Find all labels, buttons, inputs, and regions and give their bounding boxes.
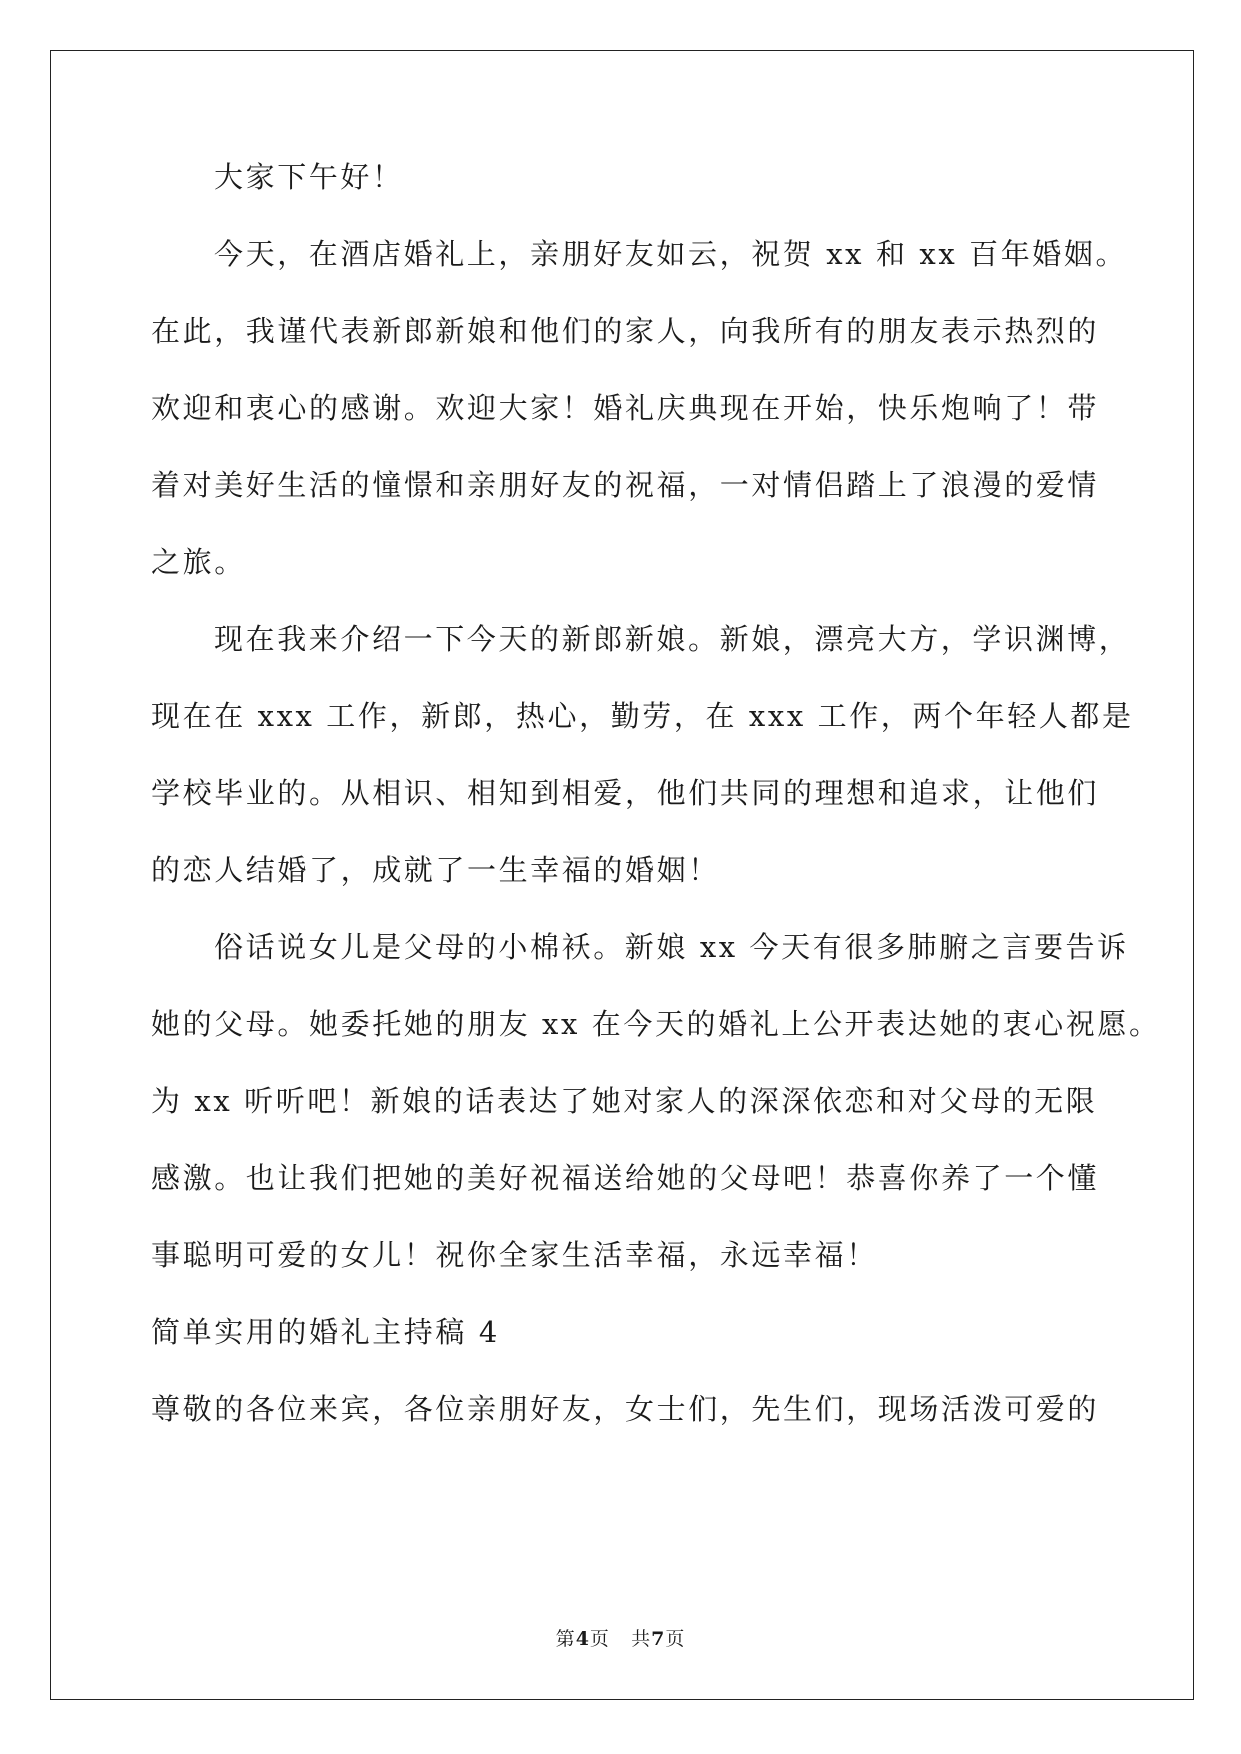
paragraph-line: 现在我来介绍一下今天的新郎新娘。新娘，漂亮大方，学识渊博， <box>214 622 1131 656</box>
paragraph-line: 欢迎和衷心的感谢。欢迎大家！婚礼庆典现在开始，快乐炮响了！带 <box>151 391 1100 425</box>
paragraph-line: 尊敬的各位来宾，各位亲朋好友，女士们，先生们，现场活泼可爱的 <box>151 1392 1100 1426</box>
section-heading: 简单实用的婚礼主持稿 4 <box>151 1315 500 1349</box>
paragraph-line: 她的父母。她委托她的朋友 xx 在今天的婚礼上公开表达她的衷心祝愿。 <box>151 1007 1161 1041</box>
page-prefix: 第 <box>555 1628 576 1650</box>
paragraph-line: 之旅。 <box>151 545 246 579</box>
paragraph-line: 感激。也让我们把她的美好祝福送给她的父母吧！恭喜你养了一个懂 <box>151 1161 1100 1195</box>
total-pages: 7 <box>651 1628 666 1650</box>
paragraph-line: 为 xx 听听吧！新娘的话表达了她对家人的深深依恋和对父母的无限 <box>151 1084 1098 1118</box>
page-suffix: 页 <box>589 1628 610 1650</box>
document-body <box>151 160 1161 1471</box>
paragraph-line: 大家下午好！ <box>214 160 404 194</box>
paragraph-line: 俗话说女儿是父母的小棉袄。新娘 xx 今天有很多肺腑之言要告诉 <box>214 930 1129 964</box>
paragraph-line: 着对美好生活的憧憬和亲朋好友的祝福，一对情侣踏上了浪漫的爱情 <box>151 468 1100 502</box>
paragraph-line: 的恋人结婚了，成就了一生幸福的婚姻！ <box>151 853 720 887</box>
paragraph-line: 事聪明可爱的女儿！祝你全家生活幸福，永远幸福！ <box>151 1238 878 1272</box>
page-footer <box>0 1627 1241 1651</box>
paragraph-line: 今天，在酒店婚礼上，亲朋好友如云，祝贺 xx 和 xx 百年婚姻。 <box>214 237 1128 271</box>
total-suffix: 页 <box>665 1628 686 1650</box>
paragraph-line: 现在在 xxx 工作，新郎，热心，勤劳，在 xxx 工作，两个年轻人都是 <box>151 699 1134 733</box>
paragraph-line: 学校毕业的。从相识、相知到相爱，他们共同的理想和追求，让他们 <box>151 776 1100 810</box>
total-prefix: 共 <box>631 1628 652 1650</box>
page-number: 4 <box>575 1628 590 1650</box>
paragraph-line: 在此，我谨代表新郎新娘和他们的家人，向我所有的朋友表示热烈的 <box>151 314 1100 348</box>
